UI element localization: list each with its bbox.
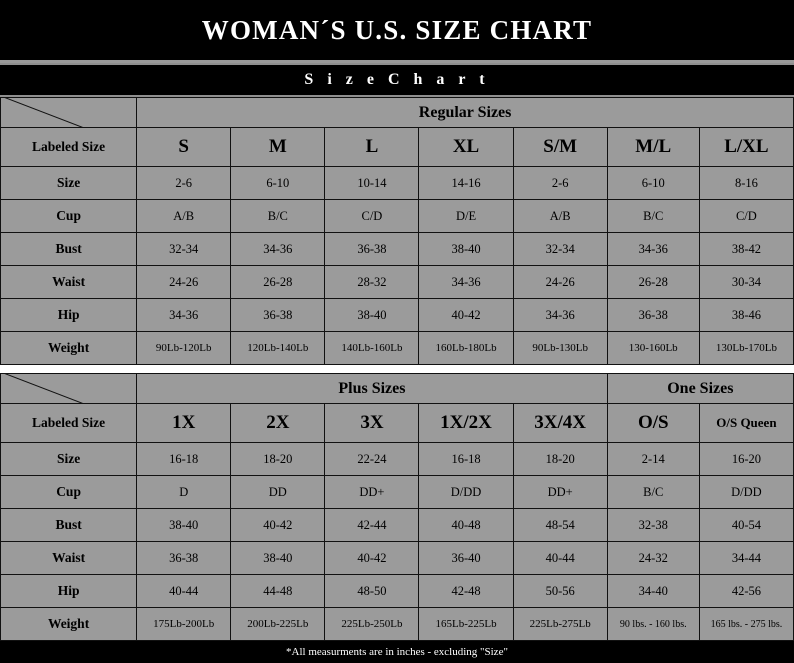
regular-weight-4: 90Lb-130Lb [513, 332, 607, 365]
table-row-group-header [1, 374, 794, 404]
plus-bust-6: 40-54 [699, 509, 793, 542]
plus-col-5: O/S [607, 404, 699, 443]
regular-col-2: L [325, 128, 419, 167]
plus-cup-5: B/C [607, 476, 699, 509]
plus-col-2: 3X [325, 404, 419, 443]
plus-cup-6: D/DD [699, 476, 793, 509]
page-title: WOMAN´S U.S. SIZE CHART [201, 14, 593, 45]
plus-col-3: 1X/2X [419, 404, 513, 443]
regular-waist-0: 24-26 [137, 266, 231, 299]
row-label-hip: Hip [1, 299, 137, 332]
row-label-bust: Bust [1, 509, 137, 542]
table-row-column-headers [1, 404, 794, 443]
plus-bust-1: 40-42 [231, 509, 325, 542]
plus-size-5: 2-14 [607, 443, 699, 476]
plus-col-1: 2X [231, 404, 325, 443]
plus-bust-5: 32-38 [607, 509, 699, 542]
regular-weight-6: 130Lb-170Lb [699, 332, 793, 365]
group-header-regular: Regular Sizes [137, 98, 794, 128]
plus-size-0: 16-18 [137, 443, 231, 476]
row-label-waist: Waist [1, 542, 137, 575]
title-bar [0, 0, 794, 63]
plus-col-6: O/S Queen [699, 404, 793, 443]
regular-waist-6: 30-34 [699, 266, 793, 299]
regular-col-6: L/XL [699, 128, 793, 167]
table-row [1, 167, 794, 200]
regular-bust-5: 34-36 [607, 233, 699, 266]
plus-size-2: 22-24 [325, 443, 419, 476]
regular-weight-5: 130-160Lb [607, 332, 699, 365]
plus-size-1: 18-20 [231, 443, 325, 476]
row-label-waist: Waist [1, 266, 137, 299]
table-row [1, 266, 794, 299]
regular-hip-0: 34-36 [137, 299, 231, 332]
regular-size-2: 10-14 [325, 167, 419, 200]
plus-bust-4: 48-54 [513, 509, 607, 542]
regular-hip-6: 38-46 [699, 299, 793, 332]
table-row [1, 299, 794, 332]
row-label-cup: Cup [1, 200, 137, 233]
group-header-plus: Plus Sizes [137, 374, 608, 404]
table-row [1, 443, 794, 476]
subtitle-bar [0, 63, 794, 97]
plus-hip-1: 44-48 [231, 575, 325, 608]
table-row [1, 575, 794, 608]
plus-cup-2: DD+ [325, 476, 419, 509]
plus-hip-6: 42-56 [699, 575, 793, 608]
labeled-size-header: Labeled Size [1, 128, 137, 167]
regular-col-1: M [231, 128, 325, 167]
regular-size-1: 6-10 [231, 167, 325, 200]
plus-bust-3: 40-48 [419, 509, 513, 542]
regular-col-5: M/L [607, 128, 699, 167]
table-row [1, 542, 794, 575]
regular-weight-0: 90Lb-120Lb [137, 332, 231, 365]
plus-size-6: 16-20 [699, 443, 793, 476]
regular-hip-4: 34-36 [513, 299, 607, 332]
regular-bust-1: 34-36 [231, 233, 325, 266]
regular-bust-3: 38-40 [419, 233, 513, 266]
plus-bust-2: 42-44 [325, 509, 419, 542]
plus-waist-3: 36-40 [419, 542, 513, 575]
regular-cup-4: A/B [513, 200, 607, 233]
regular-hip-1: 36-38 [231, 299, 325, 332]
plus-weight-0: 175Lb-200Lb [137, 608, 231, 641]
regular-cup-2: C/D [325, 200, 419, 233]
page-subtitle: S i z e C h a r t [304, 71, 490, 88]
regular-size-4: 2-6 [513, 167, 607, 200]
plus-waist-6: 34-44 [699, 542, 793, 575]
regular-size-3: 14-16 [419, 167, 513, 200]
plus-cup-0: D [137, 476, 231, 509]
row-label-hip: Hip [1, 575, 137, 608]
plus-waist-4: 40-44 [513, 542, 607, 575]
regular-col-0: S [137, 128, 231, 167]
regular-bust-6: 38-42 [699, 233, 793, 266]
regular-cup-0: A/B [137, 200, 231, 233]
plus-col-0: 1X [137, 404, 231, 443]
labeled-size-header: Labeled Size [1, 404, 137, 443]
row-label-bust: Bust [1, 233, 137, 266]
regular-bust-0: 32-34 [137, 233, 231, 266]
regular-hip-5: 36-38 [607, 299, 699, 332]
plus-bust-0: 38-40 [137, 509, 231, 542]
table-row-column-headers [1, 128, 794, 167]
row-label-weight: Weight [1, 608, 137, 641]
corner-cell [1, 374, 137, 404]
regular-waist-5: 26-28 [607, 266, 699, 299]
footer-note: *All measurments are in inches - excluding "Size" [286, 646, 508, 658]
footer-note-bar [0, 641, 794, 663]
regular-hip-2: 38-40 [325, 299, 419, 332]
plus-weight-2: 225Lb-250Lb [325, 608, 419, 641]
plus-weight-1: 200Lb-225Lb [231, 608, 325, 641]
plus-cup-1: DD [231, 476, 325, 509]
regular-waist-1: 26-28 [231, 266, 325, 299]
plus-hip-2: 48-50 [325, 575, 419, 608]
table-divider [0, 365, 794, 373]
plus-weight-6: 165 lbs. - 275 lbs. [699, 608, 793, 641]
regular-bust-4: 32-34 [513, 233, 607, 266]
row-label-weight: Weight [1, 332, 137, 365]
regular-col-3: XL [419, 128, 513, 167]
plus-waist-2: 40-42 [325, 542, 419, 575]
plus-waist-0: 36-38 [137, 542, 231, 575]
plus-hip-5: 34-40 [607, 575, 699, 608]
regular-waist-4: 24-26 [513, 266, 607, 299]
table-row [1, 332, 794, 365]
regular-weight-3: 160Lb-180Lb [419, 332, 513, 365]
row-label-cup: Cup [1, 476, 137, 509]
regular-waist-3: 34-36 [419, 266, 513, 299]
plus-weight-3: 165Lb-225Lb [419, 608, 513, 641]
regular-sizes-table [0, 97, 794, 365]
regular-weight-1: 120Lb-140Lb [231, 332, 325, 365]
row-label-size: Size [1, 167, 137, 200]
table-row [1, 476, 794, 509]
regular-cup-3: D/E [419, 200, 513, 233]
regular-cup-5: B/C [607, 200, 699, 233]
regular-size-0: 2-6 [137, 167, 231, 200]
plus-cup-3: D/DD [419, 476, 513, 509]
table-row [1, 509, 794, 542]
plus-cup-4: DD+ [513, 476, 607, 509]
regular-col-4: S/M [513, 128, 607, 167]
regular-waist-2: 28-32 [325, 266, 419, 299]
plus-hip-0: 40-44 [137, 575, 231, 608]
regular-cup-6: C/D [699, 200, 793, 233]
plus-size-4: 18-20 [513, 443, 607, 476]
regular-bust-2: 36-38 [325, 233, 419, 266]
plus-col-4: 3X/4X [513, 404, 607, 443]
regular-cup-1: B/C [231, 200, 325, 233]
table-row [1, 200, 794, 233]
plus-waist-1: 38-40 [231, 542, 325, 575]
plus-hip-3: 42-48 [419, 575, 513, 608]
regular-size-6: 8-16 [699, 167, 793, 200]
regular-size-5: 6-10 [607, 167, 699, 200]
plus-weight-5: 90 lbs. - 160 lbs. [607, 608, 699, 641]
corner-cell [1, 98, 137, 128]
table-row [1, 608, 794, 641]
table-row-group-header [1, 98, 794, 128]
plus-sizes-table [0, 373, 794, 641]
plus-hip-4: 50-56 [513, 575, 607, 608]
group-header-one: One Sizes [607, 374, 793, 404]
plus-size-3: 16-18 [419, 443, 513, 476]
regular-hip-3: 40-42 [419, 299, 513, 332]
table-row [1, 233, 794, 266]
regular-weight-2: 140Lb-160Lb [325, 332, 419, 365]
row-label-size: Size [1, 443, 137, 476]
plus-weight-4: 225Lb-275Lb [513, 608, 607, 641]
plus-waist-5: 24-32 [607, 542, 699, 575]
